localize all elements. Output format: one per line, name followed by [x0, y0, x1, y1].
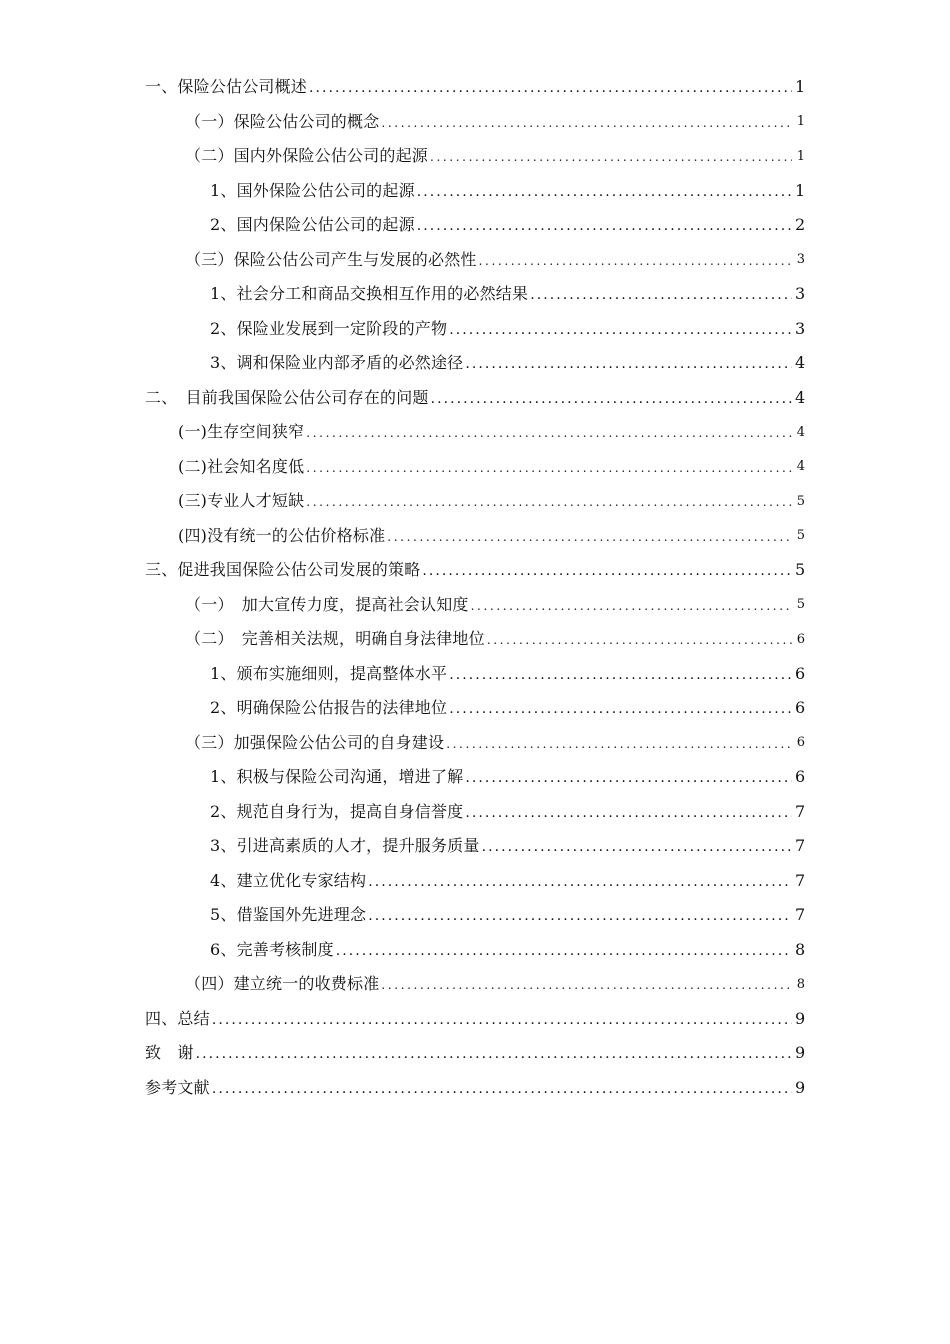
toc-page-number: 5	[796, 493, 805, 509]
toc-leader-dots	[309, 80, 792, 96]
toc-page-number: 4	[796, 459, 805, 475]
toc-leader-dots	[212, 1012, 792, 1028]
toc-page-number: 6	[796, 631, 805, 647]
toc-entry[interactable]	[0, 553, 950, 588]
toc-leader-dots	[417, 218, 792, 234]
toc-page-number: 7	[795, 870, 806, 890]
toc-page-number: 8	[795, 939, 806, 959]
toc-leader-dots	[212, 1081, 792, 1097]
toc-entry[interactable]	[0, 726, 950, 761]
toc-entry-title: 4、建立优化专家结构	[210, 870, 367, 890]
toc-entry[interactable]	[0, 1071, 950, 1106]
toc-page-number: 3	[795, 318, 806, 338]
toc-entry[interactable]	[0, 70, 950, 105]
toc-leader-dots	[465, 805, 792, 821]
toc-entry[interactable]	[0, 450, 950, 485]
toc-leader-dots	[431, 391, 792, 407]
toc-leader-dots	[430, 149, 792, 165]
toc-page-number: 4	[796, 424, 805, 440]
toc-entry-title: (二)社会知名度低	[178, 456, 305, 476]
toc-leader-dots	[449, 701, 792, 717]
toc-page-number: 5	[796, 597, 805, 613]
toc-entry[interactable]	[0, 1036, 950, 1071]
toc-page-number: 5	[795, 560, 806, 580]
toc-leader-dots	[306, 494, 792, 510]
toc-page-number: 9	[795, 1077, 806, 1097]
toc-page-number: 8	[796, 976, 805, 992]
toc-entry-title: 三、促进我国保险公估公司发展的策略	[145, 560, 421, 580]
toc-entry[interactable]	[0, 312, 950, 347]
toc-leader-dots	[530, 287, 792, 303]
toc-page-number: 6	[795, 767, 806, 787]
toc-entry[interactable]	[0, 967, 950, 1002]
toc-entry-title: 四、总结	[145, 1008, 210, 1028]
toc-entry-title: 2、明确保险公估报告的法律地位	[210, 698, 448, 718]
toc-page-number: 1	[796, 148, 805, 164]
toc-entry-title: 3、引进高素质的人才，提升服务质量	[210, 836, 480, 856]
toc-entry-title: 参考文献	[145, 1077, 210, 1097]
toc-page-number: 6	[796, 735, 805, 751]
toc-entry-title: 2、国内保险公估公司的起源	[210, 215, 415, 235]
toc-entry[interactable]	[0, 829, 950, 864]
toc-entry[interactable]	[0, 243, 950, 278]
toc-entry[interactable]	[0, 174, 950, 209]
toc-leader-dots	[387, 529, 792, 545]
toc-entry-title: 二、 目前我国保险公估公司存在的问题	[145, 387, 429, 407]
toc-leader-dots	[446, 736, 792, 752]
toc-page-number: 9	[795, 1008, 806, 1028]
toc-leader-dots	[381, 977, 792, 993]
toc-entry[interactable]	[0, 415, 950, 450]
toc-entry[interactable]	[0, 657, 950, 692]
toc-page-number: 7	[795, 836, 806, 856]
toc-entry-title: 2、保险业发展到一定阶段的产物	[210, 318, 448, 338]
toc-entry[interactable]	[0, 898, 950, 933]
toc-leader-dots	[422, 563, 792, 579]
toc-leader-dots	[306, 425, 792, 441]
toc-entry-title: （三）保险公估公司产生与发展的必然性	[185, 249, 477, 269]
toc-page-number: 1	[795, 180, 806, 200]
toc-entry[interactable]	[0, 381, 950, 416]
toc-leader-dots	[465, 356, 792, 372]
toc-page-number: 1	[795, 77, 806, 97]
toc-entry-title: 1、国外保险公估公司的起源	[210, 180, 415, 200]
toc-entry[interactable]	[0, 933, 950, 968]
toc-entry[interactable]	[0, 691, 950, 726]
toc-entry-title: 1、积极与保险公司沟通，增进了解	[210, 767, 464, 787]
toc-leader-dots	[196, 1046, 792, 1062]
toc-entry-title: 2、规范自身行为，提高自身信誉度	[210, 801, 464, 821]
table-of-contents	[0, 70, 950, 1105]
toc-leader-dots	[482, 839, 792, 855]
toc-entry[interactable]	[0, 346, 950, 381]
toc-entry-title: 致 谢	[145, 1043, 194, 1063]
toc-leader-dots	[417, 184, 792, 200]
toc-entry-title: 1、社会分工和商品交换相互作用的必然结果	[210, 284, 529, 304]
toc-entry-title: （三）加强保险公估公司的自身建设	[185, 732, 445, 752]
toc-leader-dots	[487, 632, 792, 648]
toc-page-number: 1	[796, 114, 805, 130]
toc-entry[interactable]	[0, 864, 950, 899]
toc-page-number: 4	[795, 387, 806, 407]
toc-page-number: 2	[795, 215, 806, 235]
toc-entry[interactable]	[0, 588, 950, 623]
toc-entry-title: (三)专业人才短缺	[178, 491, 305, 511]
toc-entry[interactable]	[0, 139, 950, 174]
toc-leader-dots	[368, 874, 792, 890]
toc-entry[interactable]	[0, 208, 950, 243]
toc-entry-title: 6、完善考核制度	[210, 939, 334, 959]
toc-leader-dots	[449, 667, 792, 683]
toc-entry-title: （一）保险公估公司的概念	[185, 111, 380, 131]
toc-page-number: 7	[795, 801, 806, 821]
toc-page-number: 3	[796, 252, 805, 268]
toc-leader-dots	[306, 460, 792, 476]
toc-leader-dots	[368, 908, 792, 924]
toc-entry-title: 1、颁布实施细则，提高整体水平	[210, 663, 448, 683]
toc-leader-dots	[336, 943, 792, 959]
toc-entry[interactable]	[0, 622, 950, 657]
toc-page-number: 6	[795, 698, 806, 718]
toc-entry-title: （四）建立统一的收费标准	[185, 974, 380, 994]
toc-entry-title: (一)生存空间狭窄	[178, 422, 305, 442]
toc-leader-dots	[479, 253, 792, 269]
toc-entry-title: 5、借鉴国外先进理念	[210, 905, 367, 925]
toc-entry-title: (四)没有统一的公估价格标准	[178, 525, 386, 545]
toc-leader-dots	[465, 770, 792, 786]
toc-page-number: 3	[795, 284, 806, 304]
toc-leader-dots	[471, 598, 792, 614]
toc-leader-dots	[381, 115, 792, 131]
toc-page-number: 4	[795, 353, 806, 373]
toc-page-number: 9	[795, 1043, 806, 1063]
toc-page-number: 5	[796, 528, 805, 544]
toc-entry-title: （一） 加大宣传力度，提高社会认知度	[185, 594, 469, 614]
toc-page-number: 6	[795, 663, 806, 683]
toc-entry-title: 3、调和保险业内部矛盾的必然途径	[210, 353, 464, 373]
toc-entry[interactable]	[0, 795, 950, 830]
toc-leader-dots	[449, 322, 792, 338]
toc-entry[interactable]	[0, 519, 950, 554]
toc-entry[interactable]	[0, 1002, 950, 1037]
toc-entry[interactable]	[0, 105, 950, 140]
toc-entry[interactable]	[0, 760, 950, 795]
toc-entry[interactable]	[0, 484, 950, 519]
toc-entry-title: （二） 完善相关法规，明确自身法律地位	[185, 629, 485, 649]
toc-entry-title: （二）国内外保险公估公司的起源	[185, 146, 429, 166]
toc-page-number: 7	[795, 905, 806, 925]
toc-entry-title: 一、保险公估公司概述	[145, 77, 308, 97]
toc-entry[interactable]	[0, 277, 950, 312]
